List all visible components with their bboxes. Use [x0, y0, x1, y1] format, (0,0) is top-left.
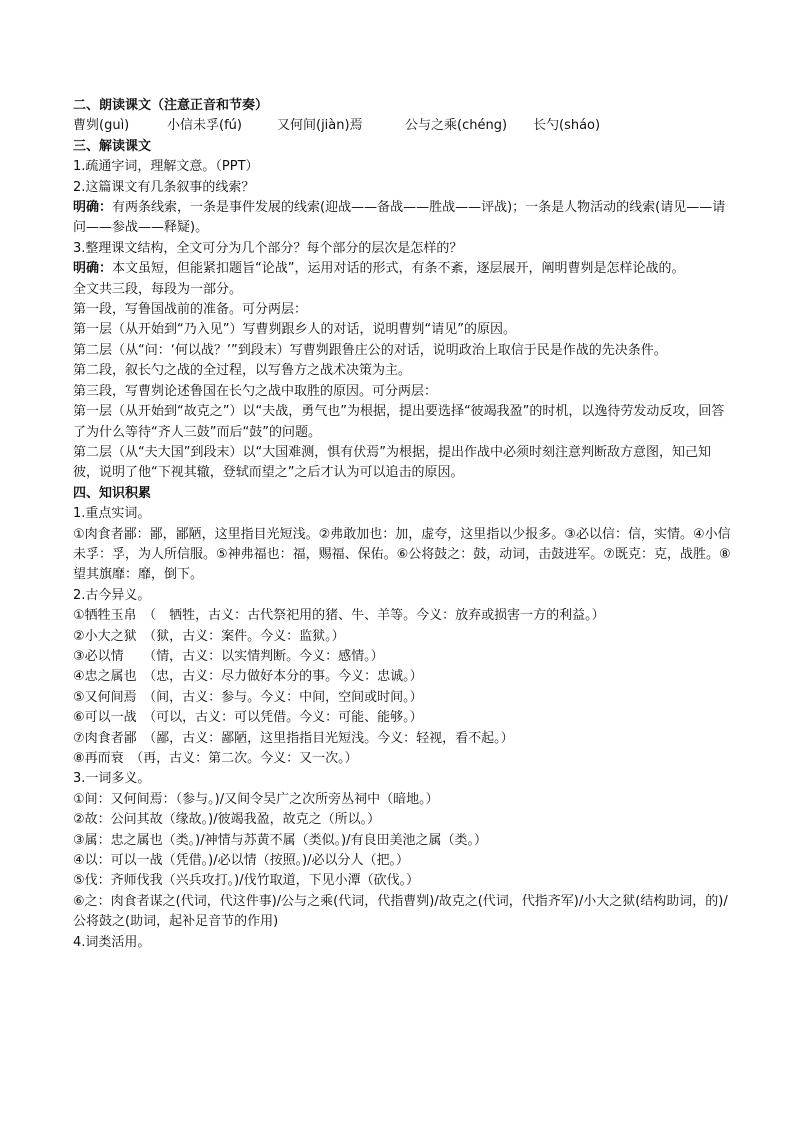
subheading-ancient-modern: 2.古今异义。 — [73, 587, 151, 603]
ancient-modern-item: ②小大之狱 （狱，古义：案件。今义：监狱。） — [73, 628, 345, 644]
key-words-text: ①肉食者鄙：鄙，鄙陋，这里指目光短浅。②弗敢加也：加，虚夸，这里指以少报多。③必以信：信，实情。④小信未孚：孚，为人所信服。⑤神弗福也：福，赐福、保佑。⑥公将鼓之：鼓，动词，击鼓进军。⑦既克：克，战胜。⑧望其旗靡：靡，倒下。 — [73, 526, 731, 583]
section-heading-interpretation: 三、解读课文 — [73, 138, 152, 154]
subheading-key-words: 1.重点实词。 — [73, 506, 151, 522]
polysemy-item: ④以：可以一战（凭借。)/必以情（按照。)/必以分人（把。） — [73, 853, 410, 869]
question-1: 1.疏通字词，理解文意。（PPT） — [73, 159, 259, 175]
answer-2 — [73, 198, 733, 239]
section-heading-knowledge: 四、知识积累 — [73, 485, 152, 501]
subheading-word-class: 4.词类活用。 — [73, 934, 151, 950]
structure-paragraph: 第二层（从“问：‘何以战？’”到段末）写曹刿跟鲁庄公的对话，说明政治上取信于民是作战的先决条件。 — [73, 342, 667, 358]
answer-3 — [73, 259, 733, 279]
ancient-modern-item: ④忠之属也 （忠，古义：尽力做好本分的事。今义：忠诚。） — [73, 669, 423, 685]
structure-paragraph: 第二层（从“夫大国”到段末）以“大国难测，惧有伏焉”为根据，提出作战中必须时刻注意判断敌方意图，知己知彼，说明了他“下视其辙，登轼而望之”之后才认为可以追击的原因。 — [73, 444, 711, 481]
question-2: 2.这篇课文有几条叙事的线索？ — [73, 179, 255, 195]
pronunciation-item: 曹刿(guì) — [73, 118, 130, 134]
ancient-modern-item: ③必以情 （情，古义：以实情判断。今义：感情。） — [73, 648, 384, 664]
polysemy-item: ①间：又何间焉：（参与。)/又间令吴广之次所旁丛祠中（暗地。） — [73, 791, 439, 807]
document-page — [73, 96, 733, 953]
ancient-modern-item: ⑧再而衰 （再，古义：第二次。今义：又一次。） — [73, 751, 358, 766]
pronunciation-item: 小信未孚(fú) — [167, 118, 242, 134]
polysemy-item: ⑤伐：齐师伐我（兴兵攻打。)/伐竹取道，下见小潭（砍伐。） — [73, 873, 420, 889]
subheading-polysemy: 3.一词多义。 — [73, 771, 151, 787]
pronunciation-item: 公与之乘(chéng) — [405, 118, 508, 134]
ancient-modern-item: ⑥可以一战 （可以，古义：可以凭借。今义：可能、能够。） — [73, 710, 423, 726]
pronunciation-item: 又何间(jiàn)焉 — [277, 118, 363, 134]
structure-paragraph: 第二段，叙长勺之战的全过程，以写鲁方之战术决策为主。 — [73, 363, 412, 379]
answer-label: 明确： — [73, 200, 113, 216]
answer-text: 有两条线索，一条是事件发展的线索(迎战——备战——胜战——评战)；一条是人物活动的线索(请见——请问——参战——释疑)。 — [73, 200, 726, 236]
polysemy-item: ②故：公问其故（缘故。)/彼竭我盈，故克之（所以。） — [73, 812, 381, 828]
ancient-modern-item: ①牺牲玉帛 （ 牺牲，古义：古代祭祀用的猪、牛、羊等。今义：放弃或损害一方的利益。） — [73, 608, 605, 624]
polysemy-item: ⑥之：肉食者谋之(代词，代这件事)/公与之乘(代词，代指曹刿)/故克之(代词，代指齐军)/小大之狱(结构助词，的)/公将鼓之(助词，起补足音节的作用) — [73, 893, 728, 930]
structure-paragraph: 全文共三段，每段为一部分。 — [73, 281, 243, 297]
answer-text: 本文虽短，但能紧扣题旨“论战”，运用对话的形式，有条不紊，逐层展开，阐明曹刿是怎样论战的。 — [112, 261, 685, 277]
ancient-modern-item: ⑤又何间焉 （间，古义：参与。今义：中间，空间或时间。） — [73, 689, 423, 705]
pronunciation-item: 长勺(sháo) — [533, 118, 601, 134]
structure-paragraph: 第一层（从开始到“故克之”）以“夫战，勇气也”为根据，提出要选择“彼竭我盈”的时机，以逸待劳发动反攻，回答了为什么等待“齐人三鼓”而后“鼓”的问题。 — [73, 404, 725, 440]
polysemy-item: ③属：忠之属也（类。)/神情与苏黄不属（类似。)/有良田美池之属（类。） — [73, 832, 488, 848]
answer-label: 明确： — [73, 261, 113, 277]
ancient-modern-item: ⑦肉食者鄙 （鄙，古义：鄙陋，这里指指目光短浅。今义：轻视，看不起。） — [73, 730, 514, 746]
question-3: 3.整理课文结构，全文可分为几个部分？每个部分的层次是怎样的？ — [73, 240, 463, 256]
structure-paragraph: 第一层（从开始到“乃入见”）写曹刿跟乡人的对话，说明曹刿“请见”的原因。 — [73, 322, 516, 338]
structure-paragraph: 第三段，写曹刿论述鲁国在长勺之战中取胜的原因。可分两层： — [73, 383, 438, 399]
section-heading-reading: 二、朗读课文（注意正音和节奏） — [73, 98, 269, 113]
structure-paragraph: 第一段，写鲁国战前的准备。可分两层： — [73, 302, 308, 318]
pronunciation-row — [73, 116, 733, 136]
